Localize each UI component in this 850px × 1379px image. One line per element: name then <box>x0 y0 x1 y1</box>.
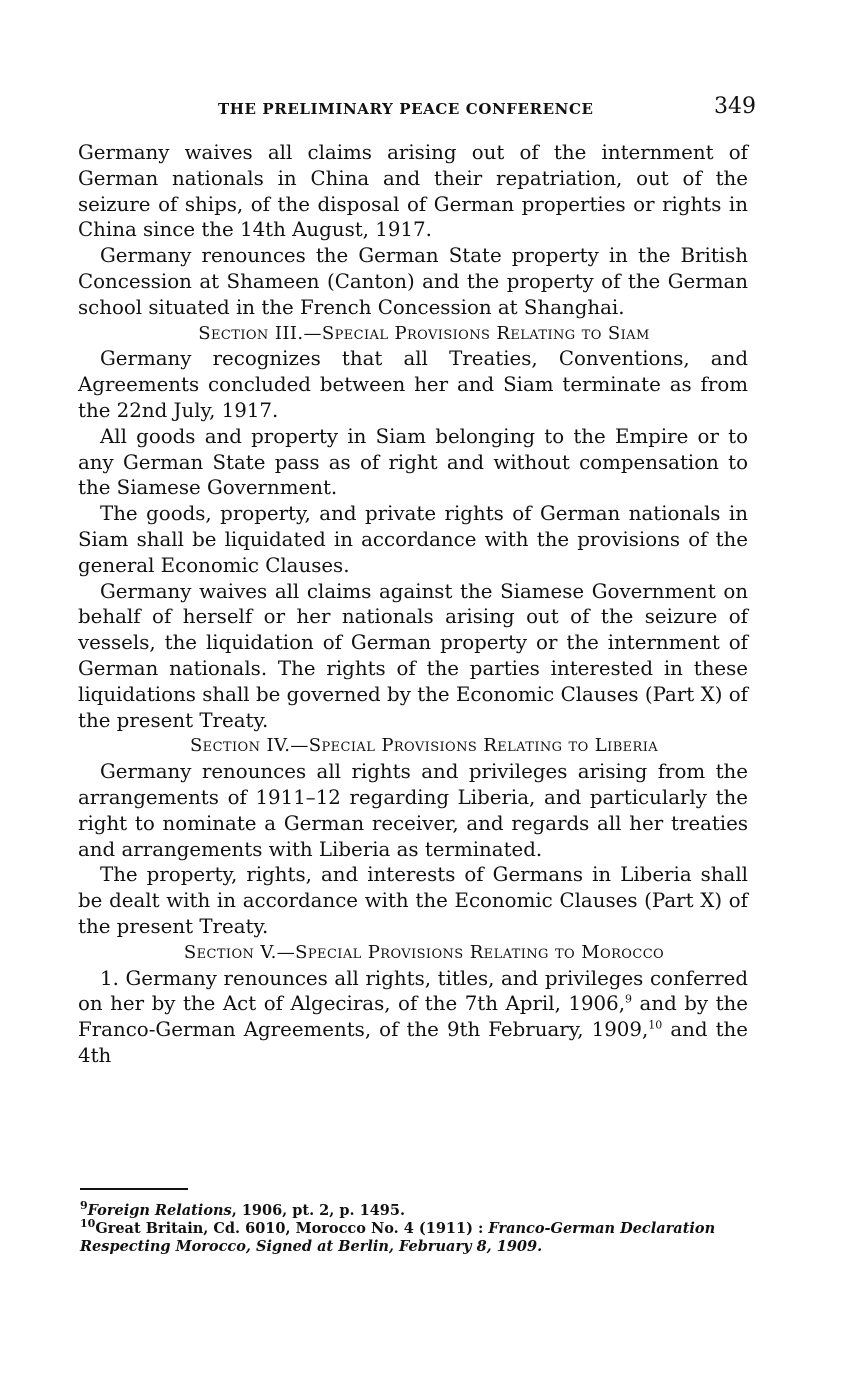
running-head: THE PRELIMINARY PEACE CONFERENCE <box>218 100 594 118</box>
footnote-10-text: Great Britain, Cd. 6010, Morocco No. 4 (1911) : <box>95 1220 489 1237</box>
footnote-9 <box>80 1199 750 1220</box>
paragraph-china-claims: Germany waives all claims arising out of the internment of German nationals in China and their repatriation, out of the seizure of ships, of the disposal of German properties or rights in China since the 14th August, 1917. <box>78 141 748 242</box>
footnote-10 <box>80 1217 750 1256</box>
footnote-10-title: Franco-German Declaration Respecting Morocco, Signed at Berlin, February 8, 1909. <box>80 1220 716 1255</box>
footnote-9-marker: 9 <box>80 1199 88 1213</box>
footnote-9-title: Foreign Relations <box>87 1202 232 1219</box>
footnote-ref-9: 9 <box>625 992 633 1006</box>
paragraph-siam-4: Germany waives all claims against the Siamese Government on behalf of herself or her nationals arising out of the seizure of vessels, the liquidation of German property or the internment of German nationals. The rights of the parties interested in these liquidations shall be governed by the Economic Clauses (Part X) of the present Treaty. <box>78 579 748 732</box>
section-heading-morocco: Section V.—Special Provisions Relating to Morocco <box>183 941 665 963</box>
body-text <box>78 140 748 1069</box>
paragraph-liberia-2: The property, rights, and interests of Germans in Liberia shall be dealt with in accordance with the Economic Clauses (Part X) of the present Treaty. <box>78 863 748 938</box>
paragraph-siam-2: All goods and property in Siam belonging to the Empire or to any German State pass as of right and without compensation to the Siamese Government. <box>78 424 748 500</box>
page-number: 349 <box>714 94 756 119</box>
morocco-text-c: and the 4th <box>78 1018 748 1067</box>
paragraph-morocco-1 <box>78 966 748 1069</box>
paragraph-shameen: Germany renounces the German State property in the British Concession at Shameen (Canton) and the property of the German school situated in the French Concession at Shanghai. <box>78 244 748 319</box>
footnote-rule <box>80 1188 188 1190</box>
page-header <box>78 94 756 124</box>
section-heading-siam: Section III.—Special Provisions Relating to Siam <box>198 322 650 344</box>
section-heading-liberia: Section IV.—Special Provisions Relating to Liberia <box>189 735 659 757</box>
footnote-10-marker: 10 <box>80 1217 96 1231</box>
footnote-9-rest: , 1906, pt. 2, p. 1495. <box>231 1202 406 1219</box>
morocco-text-b: and by the Franco-German Agreements, of the 9th February, 1909, <box>78 992 749 1042</box>
paragraph-siam-3: The goods, property, and private rights of German nationals in Siam shall be liquidated in accordance with the provisions of the general Economic Clauses. <box>78 502 748 577</box>
paragraph-liberia-1: Germany renounces all rights and privileges arising from the arrangements of 1911–12 regarding Liberia, and particularly the right to nominate a German receiver, and regards all her treaties and arrangements with Liberia as terminated. <box>78 760 748 861</box>
footnotes <box>80 1199 750 1256</box>
paragraph-siam-1: Germany recognizes that all Treaties, Conventions, and Agreements concluded between her and Siam terminate as from the 22nd July, 1917. <box>78 347 748 422</box>
footnote-ref-10: 10 <box>648 1018 663 1032</box>
morocco-text-a: 1. Germany renounces all rights, titles, and privileges conferred on her by the Act of Algeciras, of the 7th April, 1906, <box>78 966 748 1016</box>
